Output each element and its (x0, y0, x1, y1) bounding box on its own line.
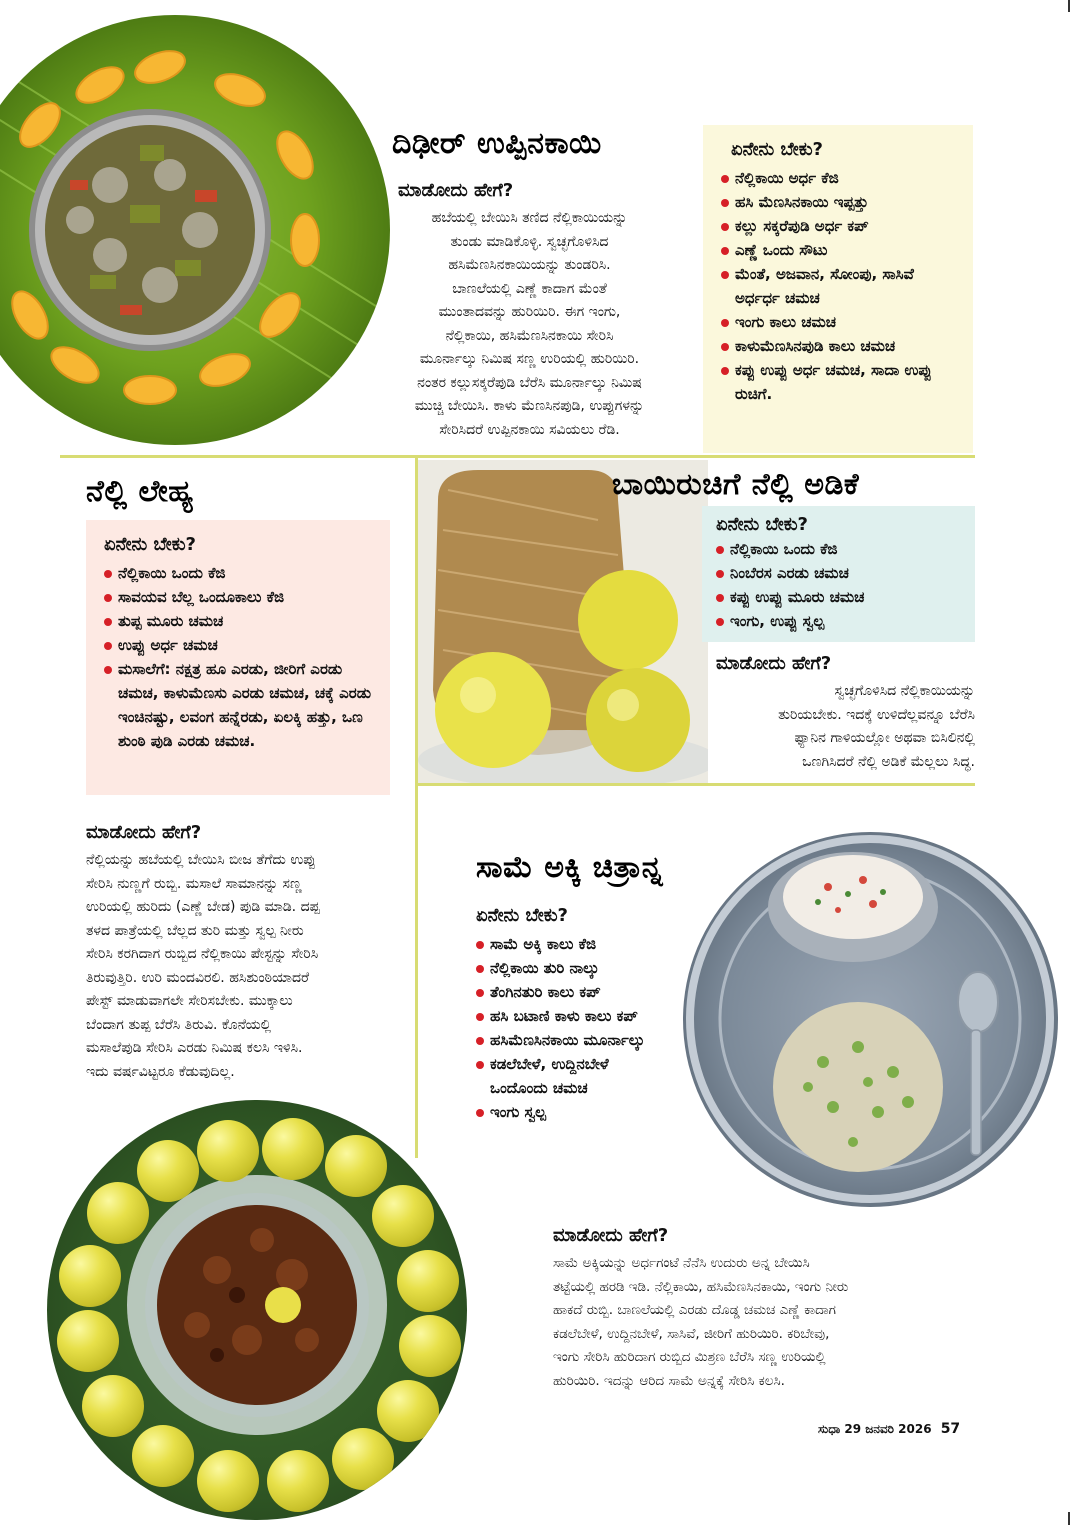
list-item: ನೆಲ್ಲಿಕಾಯಿ ಒಂದು ಕೆಜಿ (716, 537, 961, 561)
list-item: ಉಪ್ಪು ಅರ್ಧ ಚಮಚ (104, 633, 372, 657)
amla-fruit (267, 1450, 329, 1512)
recipe2-ingredients-heading: ಏನೇನು ಬೇಕು? (104, 534, 196, 555)
list-item: ತೆಂಗಿನತುರಿ ಕಾಲು ಕಪ್ (476, 980, 671, 1004)
amla-fruit (262, 1118, 324, 1180)
recipe4-ingredients-heading: ಏನೇನು ಬೇಕು? (476, 905, 568, 926)
crop-mark (1068, 0, 1070, 12)
pickle-photo-art (0, 15, 390, 445)
recipe4-method-text: ಸಾಮೆ ಅಕ್ಕಿಯನ್ನು ಅರ್ಧಗಂಟೆ ನೆನೆಸಿ ಉದುರು ಅನ್ನ ಬೇಯಿಸಿ ತಟ್ಟೆಯಲ್ಲಿ ಹರಡಿ ಇಡಿ. ನೆಲ್ಲಿಕಾಯಿ, ಹಸಿಮೆಣಸಿನಕಾಯಿ, ಇಂಗು ನೀರು ಹಾಕದೆ ರುಬ್ಬಿ. ಬಾಣಲೆಯಲ್ಲಿ ಎರಡು ದೊಡ್ಡ ಚಮಚ ಎಣ್ಣೆ ಕಾದಾಗ ಕಡಲೆಬೇಳೆ, ಉದ್ದಿನಬೇಳೆ, ಸಾಸಿವೆ, ಜೀರಿಗೆ ಹುರಿಯಿರಿ. ಕರಿಬೇವು, ಇಂಗು ಸೇರಿಸಿ ಹುರಿದಾಗ ರುಬ್ಬಿದ ಮಿಶ್ರಣ ಬೆರೆಸಿ ಸಣ್ಣ ಉರಿಯಲ್ಲಿ ಹುರಿಯಿರಿ. ಇದನ್ನು ಆರಿದ ಸಾಮೆ ಅನ್ನಕ್ಕೆ ಸೇರಿಸಿ ಕಲಸಿ. (553, 1255, 849, 1389)
list-item: ನೆಲ್ಲಿಕಾಯಿ ತುರಿ ನಾಲ್ಕು (476, 956, 671, 980)
list-item: ನೆಲ್ಲಿಕಾಯಿ ಒಂದು ಕೆಜಿ (104, 561, 372, 585)
recipe3-method-heading: ಮಾಡೋದು ಹೇಗೆ? (716, 653, 832, 674)
recipe3-ingredients-list (716, 537, 961, 633)
chitranna-photo (683, 832, 1058, 1207)
list-item: ಇಂಗು, ಉಪ್ಪು ಸ್ವಲ್ಪ (716, 609, 961, 633)
page-footer (818, 1418, 960, 1437)
recipe3-ingredients-box (702, 506, 975, 642)
amla-fruit (132, 1425, 194, 1487)
amla-fruit (372, 1185, 434, 1247)
page-number: 57 (940, 1421, 961, 1437)
recipe4-method-heading: ಮಾಡೋದು ಹೇಗೆ? (553, 1225, 669, 1246)
amla-fruit (325, 1135, 387, 1197)
list-item: ಕಪ್ಪು ಉಪ್ಪು ಮೂರು ಚಮಚ (716, 585, 961, 609)
list-item: ಹಸಿ ಬಟಾಣಿ ಕಾಳು ಕಾಲು ಕಪ್ (476, 1004, 671, 1028)
lehya-photo-art (47, 1100, 467, 1520)
list-item: ಹಸಿಮೆಣಸಿನಕಾಯಿ ಮೂರ್ನಾಲ್ಕು (476, 1028, 671, 1052)
recipe1-ingredients-list (721, 166, 955, 406)
recipe1-ingredients-box (703, 125, 973, 453)
list-item: ಸಾವಯವ ಬೆಲ್ಲ ಒಂದೂಕಾಲು ಕೆಜಿ (104, 585, 372, 609)
list-item: ತುಪ್ಪ ಮೂರು ಚಮಚ (104, 609, 372, 633)
recipe2-title: ನೆಲ್ಲಿ ಲೇಹ್ಯ (86, 474, 194, 509)
recipe2-method-text: ನೆಲ್ಲಿಯನ್ನು ಹಬೆಯಲ್ಲಿ ಬೇಯಿಸಿ ಬೀಜ ತೆಗೆದು ಉಪ್ಪು ಸೇರಿಸಿ ನುಣ್ಣಗೆ ರುಬ್ಬಿ. ಮಸಾಲೆ ಸಾಮಾನನ್ನು ಸಣ್ಣ ಉರಿಯಲ್ಲಿ ಹುರಿದು (ಎಣ್ಣೆ ಬೇಡ) ಪುಡಿ ಮಾಡಿ. ದಪ್ಪ ತಳದ ಪಾತ್ರೆಯಲ್ಲಿ ಬೆಲ್ಲದ ತುರಿ ಮತ್ತು ಸ್ವಲ್ಪ ನೀರು ಸೇರಿಸಿ ಕರಗಿದಾಗ ರುಬ್ಬಿದ ನೆಲ್ಲಿಕಾಯಿ ಪೇಸ್ಟನ್ನು ಸೇರಿಸಿ ತಿರುವುತ್ತಿರಿ. ಉರಿ ಮಂದವಿರಲಿ. ಹಸಿಶುಂಠಿಯಾದರೆ ಪೇಸ್ಟ್ ಮಾಡುವಾಗಲೇ ಸೇರಿಸಬೇಕು. ಮುಕ್ಕಾಲು ಬೆಂದಾಗ ತುಪ್ಪ ಬೆರೆಸಿ ತಿರುವಿ. ಕೊನೆಯಲ್ಲಿ ಮಸಾಲೆಪುಡಿ ಸೇರಿಸಿ ಎರಡು ನಿಮಿಷ ಕಲಸಿ ಇಳಿಸಿ. ಇದು ವರ್ಷವಿಟ್ಟರೂ ಕೆಡುವುದಿಲ್ಲ. (86, 852, 320, 1080)
recipe2-method (86, 822, 396, 1084)
list-item: ಇಂಗು ಕಾಲು ಚಮಚ (721, 310, 955, 334)
recipe1-ingredients-heading: ಏನೇನು ಬೇಕು? (731, 139, 823, 160)
list-item: ಮೆಂತೆ, ಅಜವಾನ, ಸೋಂಪು, ಸಾಸಿವೆ ಅರ್ಧರ್ಧ ಚಮಚ (721, 262, 955, 310)
recipe4-method (553, 1225, 983, 1393)
list-item: ಕಾಳುಮೆಣಸಿನಪುಡಿ ಕಾಲು ಚಮಚ (721, 334, 955, 358)
list-item: ಇಂಗು ಸ್ವಲ್ಪ (476, 1100, 671, 1124)
divider-middle (418, 783, 975, 786)
list-item: ಹಸಿ ಮೆಣಸಿನಕಾಯಿ ಇಪ್ಪತ್ತು (721, 190, 955, 214)
publication-date: ಸುಧಾ 29 ಜನವರಿ 2026 (818, 1422, 932, 1436)
recipe3-method-text: ಸ್ವಚ್ಛಗೊಳಿಸಿದ ನೆಲ್ಲಿಕಾಯಿಯನ್ನು ತುರಿಯಬೇಕು. ಇದಕ್ಕೆ ಉಳಿದೆಲ್ಲವನ್ನೂ ಬೆರೆಸಿ ಫ್ಯಾನಿನ ಗಾಳಿಯಲ್ಲೋ ಅಥವಾ ಬಿಸಿಲಿನಲ್ಲಿ ಒಣಗಿಸಿದರೆ ನೆಲ್ಲಿ ಅಡಿಕೆ ಮೆಲ್ಲಲು ಸಿದ್ಧ. (778, 683, 975, 770)
list-item: ಮಸಾಲೆಗೆ: ನಕ್ಷತ್ರ ಹೂ ಎರಡು, ಜೀರಿಗೆ ಎರಡು ಚಮಚ, ಕಾಳುಮೆಣಸು ಎರಡು ಚಮಚ, ಚಕ್ಕೆ ಎರಡು ಇಂಚಿನಷ್ಟು, ಲವಂಗ ಹನ್ನೆರಡು, ಏಲಕ್ಕಿ ಹತ್ತು, ಒಣ ಶುಂಠಿ ಪುಡಿ ಎರಡು ಚಮಚ. (104, 657, 372, 753)
recipe1-method (362, 180, 697, 442)
amla-fruit (57, 1310, 119, 1372)
recipe3-method (640, 653, 975, 774)
recipe3-ingredients-heading: ಏನೇನು ಬೇಕು? (716, 514, 808, 535)
recipe2-ingredients-box (86, 520, 390, 795)
curd-bowl (768, 852, 938, 962)
recipe2-method-heading: ಮಾಡೋದು ಹೇಗೆ? (86, 822, 202, 843)
amla-fruit (59, 1245, 121, 1307)
chitranna-photo-art (683, 832, 1058, 1207)
list-item: ಸಾಮೆ ಅಕ್ಕಿ ಕಾಲು ಕೆಜಿ (476, 932, 671, 956)
list-item: ನೆಲ್ಲಿಕಾಯಿ ಅರ್ಧ ಕೆಜಿ (721, 166, 955, 190)
list-item: ಕಡಲೆಬೇಳೆ, ಉದ್ದಿನಬೇಳೆ ಒಂದೊಂದು ಚಮಚ (476, 1052, 671, 1100)
pickle-photo (0, 15, 390, 445)
recipe3-title: ಬಾಯಿರುಚಿಗೆ ನೆಲ್ಲಿ ಅಡಿಕೆ (612, 467, 860, 502)
recipe2-ingredients-list (104, 561, 372, 753)
amla-fruit (377, 1380, 439, 1442)
recipe1-title: ದಿಢೀರ್ ಉಪ್ಪಿನಕಾಯಿ (392, 126, 602, 161)
lehya-photo (47, 1100, 467, 1520)
recipe4-title: ಸಾಮೆ ಅಕ್ಕಿ ಚಿತ್ರಾನ್ನ (476, 850, 663, 885)
amla-fruit (137, 1140, 199, 1202)
list-item: ಕಲ್ಲು ಸಕ್ಕರೆಪುಡಿ ಅರ್ಧ ಕಪ್ (721, 214, 955, 238)
recipe4-ingredients-list (476, 932, 671, 1124)
recipe1-method-heading: ಮಾಡೋದು ಹೇಗೆ? (398, 180, 514, 201)
amla-fruit (197, 1450, 259, 1512)
amla-fruit (197, 1120, 259, 1182)
amla-fruit (82, 1375, 144, 1437)
list-item: ಎಣ್ಣೆ ಒಂದು ಸೌಟು (721, 238, 955, 262)
amla-fruit (332, 1428, 394, 1490)
crop-mark (1068, 1512, 1070, 1525)
recipe4-ingredients (476, 905, 671, 1124)
recipe1-method-text: ಹಬೆಯಲ್ಲಿ ಬೇಯಿಸಿ ತಣಿದ ನೆಲ್ಲಿಕಾಯಿಯನ್ನು ತುಂಡು ಮಾಡಿಕೊಳ್ಳಿ. ಸ್ವಚ್ಛಗೊಳಿಸಿದ ಹಸಿಮೆಣಸಿನಕಾಯಿಯನ್ನು ತುಂಡರಿಸಿ. ಬಾಣಲೆಯಲ್ಲಿ ಎಣ್ಣೆ ಕಾದಾಗ ಮೆಂತೆ ಮುಂತಾದವನ್ನು ಹುರಿಯಿರಿ. ಈಗ ಇಂಗು, ನೆಲ್ಲಿಕಾಯಿ, ಹಸಿಮೆಣಸಿನಕಾಯಿ ಸೇರಿಸಿ ಮೂರ್ನಾಲ್ಕು ನಿಮಿಷ ಸಣ್ಣ ಉರಿಯಲ್ಲಿ ಹುರಿಯಿರಿ. ನಂತರ ಕಲ್ಲುಸಕ್ಕರೆಪುಡಿ ಬೆರೆಸಿ ಮೂರ್ನಾಲ್ಕು ನಿಮಿಷ ಮುಚ್ಚಿ ಬೇಯಿಸಿ. ಕಾಳು ಮೆಣಸಿನಪುಡಿ, ಉಪ್ಪುಗಳನ್ನು ಸೇರಿಸಿದರೆ ಉಪ್ಪಿನಕಾಯಿ ಸವಿಯಲು ರೆಡಿ. (414, 210, 645, 438)
list-item: ಕಪ್ಪು ಉಪ್ಪು ಅರ್ಧ ಚಮಚ, ಸಾದಾ ಉಪ್ಪು ರುಚಿಗೆ. (721, 358, 955, 406)
amla-fruit (399, 1315, 461, 1377)
amla-fruit (397, 1250, 459, 1312)
divider-top (60, 455, 975, 458)
amla-fruit (87, 1182, 149, 1244)
list-item: ನಿಂಬೆರಸ ಎರಡು ಚಮಚ (716, 561, 961, 585)
